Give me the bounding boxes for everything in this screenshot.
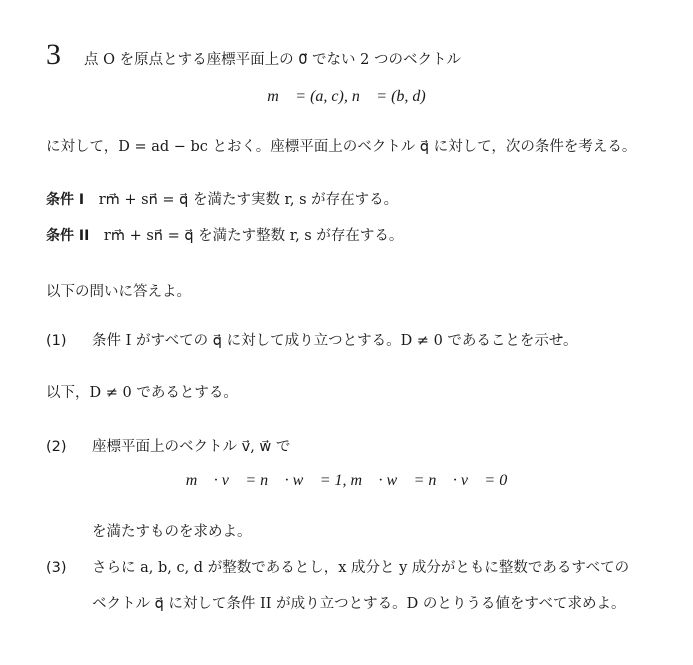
question-3-text-1: さらに a, b, c, d が整数であるとし，x 成分と y 成分がともに整数であるすべての [92,560,630,576]
question-2-tail: を満たすものを求めよ。 [92,524,252,540]
assumption-text: 以下，D ≠ 0 であるとする。 [46,385,238,401]
condition-2-label: 条件 II [46,228,90,244]
instruction-text: 以下の問いに答えよ。 [46,284,191,300]
question-1 [46,331,578,351]
condition-1 [46,190,398,210]
question-2-label: (2) [46,439,67,455]
vector-definition: m⃗ = (a, c), n⃗ = (b, d) [267,88,426,105]
question-1-text: 条件 I がすべての q⃗ に対して成り立つとする。D ≠ 0 であることを示せ。 [92,333,578,349]
question-3-label: (3) [46,560,67,576]
setup-text: に対して，D = ad − bc とおく。座標平面上のベクトル q⃗ に対して，次の条件を考える。 [46,139,637,155]
problem-number: 3 [46,38,61,71]
condition-2-text: rm⃗ + sn⃗ = q⃗ を満たす整数 r, s が存在する。 [103,228,404,244]
problem-intro: 点 O を原点とする座標平面上の 0⃗ でない 2 つのベクトル [84,52,461,68]
question-2 [46,437,291,457]
question-3-line-2: ベクトル q⃗ に対して条件 II が成り立つとする。D のとりうる値をすべて求めよ。 [92,596,626,612]
question-2-text: 座標平面上のベクトル v⃗, w⃗ で [92,439,291,455]
condition-1-label: 条件 I [46,192,85,208]
question-3 [46,558,630,578]
question-1-label: (1) [46,333,67,349]
condition-1-text: rm⃗ + sn⃗ = q⃗ を満たす実数 r, s が存在する。 [98,192,399,208]
question-2-equation: m⃗ · v⃗ = n⃗ · w⃗ = 1, m⃗ · w⃗ = n⃗ · v⃗ = 0 [185,472,508,489]
condition-2 [46,226,403,246]
